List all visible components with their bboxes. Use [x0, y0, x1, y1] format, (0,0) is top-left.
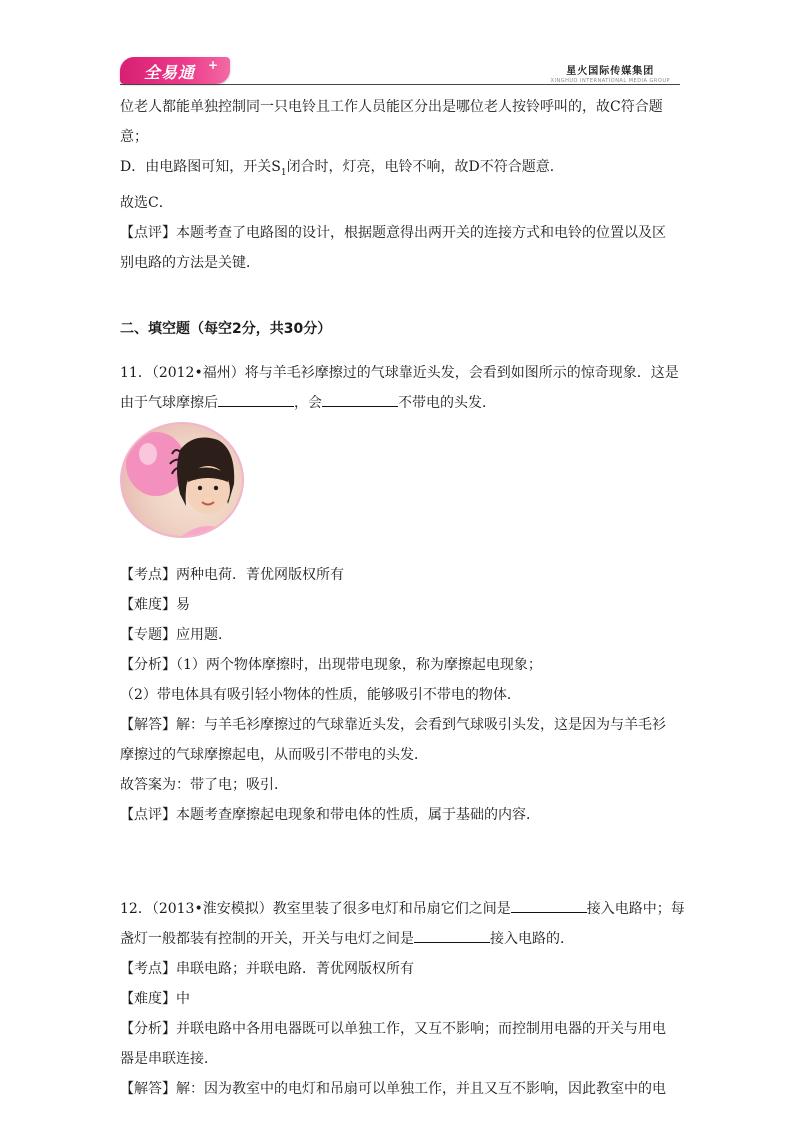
- jieda-text: 解：因为教室中的电灯和吊扇可以单独工作，并且又互不影响，因此教室中的电: [176, 1080, 666, 1097]
- logo-plus: +: [208, 58, 219, 72]
- text: 接入电路中；每: [586, 900, 685, 917]
- nandu-line: [120, 984, 685, 1014]
- jieda-text: 解：与羊毛衫摩擦过的气球靠近头发，会看到气球吸引头发，这是因为与羊毛衫: [176, 716, 666, 733]
- brand-name: 星火国际传媒集团: [566, 66, 655, 77]
- answer-blank: [414, 928, 490, 943]
- kaodian-text: 两种电荷．菁优网版权所有: [176, 566, 344, 583]
- dianping-line: [120, 800, 685, 830]
- nandu-text: 中: [176, 990, 190, 1007]
- text: 12．（2013•淮安模拟）教室里装了很多电灯和吊扇它们之间是: [120, 900, 511, 917]
- photo-illustration: [122, 424, 242, 536]
- fenxi-line: 器是串联连接．: [120, 1050, 218, 1067]
- jieda-tag: 【解答】: [120, 1080, 176, 1097]
- fenxi-text: （1）两个物体摩擦时，出现带电现象，称为摩擦起电现象；: [176, 656, 542, 673]
- jieda-line: [120, 1074, 685, 1104]
- text: 盏灯一般都装有控制的开关，开关与电灯之间是: [120, 930, 414, 947]
- paragraph-option-d: [120, 152, 685, 188]
- document-body: [120, 92, 685, 1104]
- question-12-line: [120, 924, 685, 954]
- zhuanti-line: [120, 620, 685, 650]
- fenxi-line: [120, 1014, 685, 1044]
- paragraph-conclusion: 故选C．: [120, 194, 173, 211]
- zhuanti-tag: 【专题】: [120, 626, 176, 643]
- question-12-line: [120, 894, 685, 924]
- answer-line: 故答案为：带了电；吸引．: [120, 776, 288, 793]
- comment-text: 本题考查了电路图的设计，根据题意得出两开关的连接方式和电铃的位置以及区: [176, 224, 666, 241]
- zhuanti-text: 应用题．: [176, 626, 232, 643]
- fenxi-tag: 【分析】: [120, 1020, 176, 1037]
- nandu-text: 易: [176, 596, 190, 613]
- fenxi-line: （2）带电体具有吸引轻小物体的性质，能够吸引不带电的物体．: [120, 686, 521, 703]
- logo-text: 全易通: [144, 63, 196, 82]
- comment-line: [120, 218, 685, 248]
- kaodian-line: [120, 954, 685, 984]
- fenxi-line: [120, 650, 685, 680]
- question-11-line: [120, 388, 685, 418]
- kaodian-text: 串联电路；并联电路．菁优网版权所有: [176, 960, 414, 977]
- fenxi-tag: 【分析】: [120, 656, 176, 673]
- answer-blank: [322, 392, 398, 407]
- header-divider: [120, 84, 680, 85]
- page-header: [0, 0, 800, 90]
- balloon-girl-photo: [120, 422, 244, 538]
- answer-blank: [218, 392, 294, 407]
- section-title: 二、填空题（每空2分，共30分）: [120, 320, 332, 337]
- dianping-tag: 【点评】: [120, 806, 176, 823]
- dianping-text: 本题考查摩擦起电现象和带电体的性质，属于基础的内容．: [176, 806, 540, 823]
- kaodian-tag: 【考点】: [120, 566, 176, 583]
- jieda-tag: 【解答】: [120, 716, 176, 733]
- comment-line: 别电路的方法是关键．: [120, 254, 260, 271]
- text: 闭合时，灯亮，电铃不响，故D不符合题意．: [286, 159, 564, 175]
- text: 不带电的头发．: [398, 394, 496, 411]
- logo: [120, 57, 230, 84]
- text: 由于气球摩擦后: [120, 394, 218, 411]
- brand: [551, 62, 670, 84]
- paragraph-line: 位老人都能单独控制同一只电铃且工作人员能区分出是哪位老人按铃呼叫的，故C符合题: [120, 99, 663, 115]
- brand-name-en: XINGHUO INTERNATIONAL MEDIA GROUP: [550, 78, 670, 84]
- text: 接入电路的．: [490, 930, 574, 947]
- nandu-line: [120, 590, 685, 620]
- kaodian-tag: 【考点】: [120, 960, 176, 977]
- kaodian-line: [120, 560, 685, 590]
- jieda-line: 摩擦过的气球摩擦起电，从而吸引不带电的头发．: [120, 746, 428, 763]
- fenxi-text: 并联电路中各用电器既可以单独工作，又互不影响；而控制用电器的开关与用电: [176, 1020, 666, 1037]
- subscript: 1: [280, 167, 287, 178]
- nandu-tag: 【难度】: [120, 596, 176, 613]
- jieda-line: [120, 710, 685, 740]
- text: ，会: [294, 394, 322, 411]
- question-11-line: 11．（2012•福州）将与羊毛衫摩擦过的气球靠近头发，会看到如图所示的惊奇现象．这是: [120, 364, 679, 381]
- answer-blank: [511, 898, 587, 913]
- comment-tag: 【点评】: [120, 224, 176, 241]
- paragraph-line: 意；: [120, 129, 148, 145]
- nandu-tag: 【难度】: [120, 990, 176, 1007]
- text: D．由电路图可知，开关S: [120, 159, 281, 175]
